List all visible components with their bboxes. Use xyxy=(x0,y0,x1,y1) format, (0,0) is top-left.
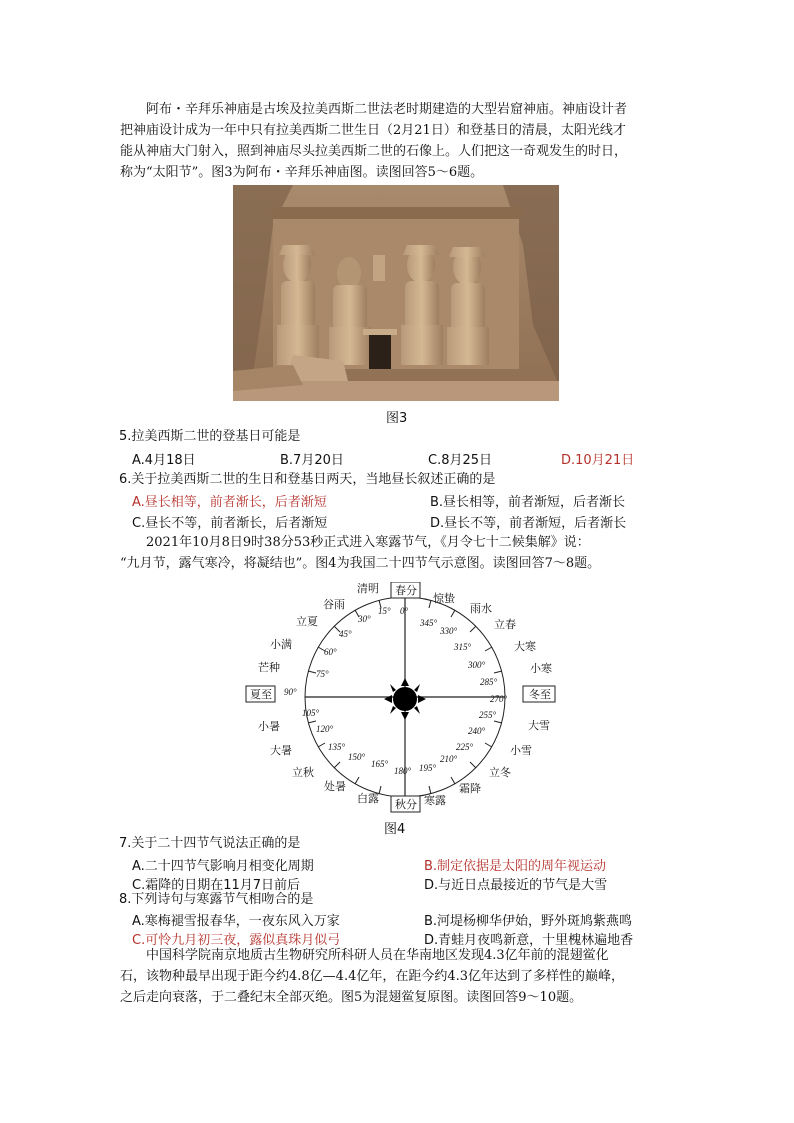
passage-2-line: 2021年10月8日9时38分53秒正式进入寒露节气，《月令七十二候集解》说： xyxy=(120,535,590,550)
passage-line: 称为“太阳节”。图3为阿布・辛拜乐神庙图。读图回答5～6题。 xyxy=(120,165,484,180)
degree-15: 15° xyxy=(378,606,391,616)
term-xiaoshu: 小暑 xyxy=(258,721,280,733)
question-8-stem: 8.下列诗句与寒露节气相吻合的是 xyxy=(119,892,314,907)
term-hanlu: 寒露 xyxy=(424,795,446,807)
term-qingming: 清明 xyxy=(357,583,379,595)
degree-0: 0° xyxy=(400,606,409,616)
degree-195: 195° xyxy=(419,763,437,773)
q5-option-b[interactable]: B.7月20日 xyxy=(280,453,344,468)
passage-3-line: 石，该物种最早出现于距今约4.8亿—4.4亿年，在距今约4.3亿年达到了多样性的巅峰， xyxy=(120,969,625,984)
degree-255: 255° xyxy=(479,710,497,720)
q5-option-a[interactable]: A.4月18日 xyxy=(132,453,196,468)
q6-option-c[interactable]: C.昼长不等，前者渐长，后者渐短 xyxy=(132,516,328,531)
sun-icon xyxy=(384,678,426,720)
figure-4-caption: 图4 xyxy=(384,822,406,837)
term-chushu: 处暑 xyxy=(324,781,346,793)
degree-285: 285° xyxy=(480,677,498,687)
term-lidong: 立冬 xyxy=(489,767,511,779)
passage-line: 能从神庙大门射入，照到神庙尽头拉美西斯二世的石像上。人们把这一奇观发生的时日， xyxy=(120,144,628,159)
q7-option-a[interactable]: A.二十四节气影响月相变化周期 xyxy=(132,859,314,874)
degree-105: 105° xyxy=(302,708,320,718)
degree-90: 90° xyxy=(284,687,297,697)
question-7-stem: 7.关于二十四节气说法正确的是 xyxy=(119,836,301,851)
q6-option-a-answer[interactable]: A.昼长相等，前者渐长，后者渐短 xyxy=(132,495,327,510)
term-xiaoman: 小满 xyxy=(270,639,292,651)
q6-option-b[interactable]: B.昼长相等，前者渐短，后者渐长 xyxy=(430,495,626,510)
term-dashu: 大暑 xyxy=(270,745,292,757)
term-shuangjiang: 霜降 xyxy=(459,783,481,795)
degree-45: 45° xyxy=(339,629,352,639)
degree-135: 135° xyxy=(328,742,346,752)
q6-option-d[interactable]: D.昼长不等，前者渐短，后者渐长 xyxy=(430,516,627,531)
figure-3-caption: 图3 xyxy=(386,411,408,426)
term-lichun: 立春 xyxy=(494,619,516,631)
degree-330: 330° xyxy=(440,626,458,636)
q8-option-d[interactable]: D.青蛙月夜鸣新意，十里槐林遍地香 xyxy=(424,933,634,948)
term-bailu: 白露 xyxy=(357,793,379,805)
term-yushui: 雨水 xyxy=(470,603,492,615)
q5-option-c[interactable]: C.8月25日 xyxy=(428,453,493,468)
degree-315: 315° xyxy=(454,642,472,652)
term-qiufen: 秋分 xyxy=(395,799,417,811)
degree-240: 240° xyxy=(468,726,486,736)
term-dongzhi: 冬至 xyxy=(529,689,551,701)
term-dahan: 大寒 xyxy=(514,641,536,653)
degree-150: 150° xyxy=(348,752,366,762)
degree-270: 270° xyxy=(490,694,508,704)
degree-225: 225° xyxy=(456,742,474,752)
degree-120: 120° xyxy=(316,724,334,734)
question-5-stem: 5.拉美西斯二世的登基日可能是 xyxy=(119,429,301,444)
degree-210: 210° xyxy=(440,754,458,764)
degree-345: 345° xyxy=(420,618,438,628)
question-6-stem: 6.关于拉美西斯二世的生日和登基日两天，当地昼长叙述正确的是 xyxy=(119,472,496,487)
term-jingzhe: 惊蛰 xyxy=(433,593,455,605)
passage-2-line: “九月节，露气寒冷，将凝结也”。图4为我国二十四节气示意图。读图回答7～8题。 xyxy=(120,556,601,571)
term-liqiu: 立秋 xyxy=(292,767,314,779)
q7-option-b-answer[interactable]: B.制定依据是太阳的周年视运动 xyxy=(424,859,607,874)
term-mangzhong: 芒种 xyxy=(258,662,280,674)
q7-option-c[interactable]: C.霜降的日期在11月7日前后 xyxy=(132,878,301,893)
term-lixia: 立夏 xyxy=(296,616,318,628)
term-xiazhi: 夏至 xyxy=(250,689,272,701)
temple-photo xyxy=(233,185,559,401)
q7-option-d[interactable]: D.与近日点最接近的节气是大雪 xyxy=(424,878,608,893)
term-xiaoxue: 小雪 xyxy=(510,745,532,757)
degree-165: 165° xyxy=(371,759,389,769)
term-guyu: 谷雨 xyxy=(323,599,345,611)
passage-3-line: 之后走向衰落，于二叠纪末全部灭绝。图5为混翅鲎复原图。读图回答9～10题。 xyxy=(120,990,583,1005)
degree-60: 60° xyxy=(324,647,337,657)
term-chunfen: 春分 xyxy=(395,585,417,597)
degree-30: 30° xyxy=(358,614,371,624)
degree-180: 180° xyxy=(394,766,412,776)
term-daxue: 大雪 xyxy=(528,720,550,732)
term-xiaohan: 小寒 xyxy=(530,663,552,675)
passage-3-line: 中国科学院南京地质古生物研究所科研人员在华南地区发现4.3亿年前的混翅鲎化 xyxy=(120,948,609,963)
degree-75: 75° xyxy=(316,669,329,679)
q5-option-d-answer[interactable]: D.10月21日 xyxy=(561,453,635,468)
q8-option-a[interactable]: A.寒梅褪雪报春华，一夜东风入万家 xyxy=(132,914,340,929)
degree-300: 300° xyxy=(468,660,486,670)
q8-option-b[interactable]: B.河堤杨柳华伊始，野外斑鸠紫燕鸣 xyxy=(424,914,633,929)
solar-terms-diagram xyxy=(240,582,570,832)
passage-line: 阿布・辛拜乐神庙是古埃及拉美西斯二世法老时期建造的大型岩窟神庙。神庙设计者 xyxy=(120,102,628,117)
q8-option-c-answer[interactable]: C.可怜九月初三夜，露似真珠月似弓 xyxy=(132,933,341,948)
passage-line: 把神庙设计成为一年中只有拉美西斯二世生日（2月21日）和登基日的清晨，太阳光线才 xyxy=(120,123,626,138)
